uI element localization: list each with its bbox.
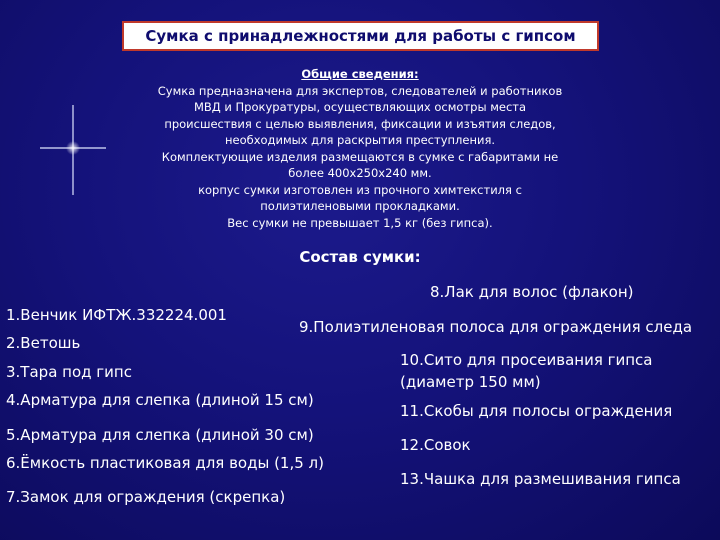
list-item: 2.Ветошь xyxy=(6,334,81,352)
info-line: полиэтиленовыми прокладками. xyxy=(260,199,460,213)
info-line: Комплектующие изделия размещаются в сумке с габаритами не xyxy=(161,149,559,164)
info-line: Вес сумки не превышает 1,5 кг (без гипса). xyxy=(227,215,493,230)
list-item: 8.Лак для волос (флакон) xyxy=(430,283,634,301)
list-item: 11.Скобы для полосы ограждения xyxy=(400,402,673,420)
list-item: 10.Сито для просеивания гипса xyxy=(400,351,653,369)
info-line: более 400х250х240 мм. xyxy=(288,166,432,180)
info-line: Сумка предназначена для экспертов, следователей и работников xyxy=(157,83,563,98)
general-info xyxy=(140,66,580,231)
sparkle-icon xyxy=(40,105,106,195)
composition-heading: Состав сумки: xyxy=(299,248,421,266)
info-line: корпус сумки изготовлен из прочного химтекстиля с xyxy=(198,182,522,197)
info-line: необходимых для раскрытия преступления. xyxy=(224,133,496,147)
list-item: 3.Тара под гипс xyxy=(6,363,132,381)
list-item: 5.Арматура для слепка (длиной 30 см) xyxy=(6,426,314,444)
slide-title: Сумка с принадлежностями для работы с гипсом xyxy=(122,21,599,51)
list-item: 12.Совок xyxy=(400,436,471,454)
list-item: 13.Чашка для размешивания гипса xyxy=(400,470,681,488)
info-line: МВД и Прокуратуры, осуществляющих осмотры места xyxy=(193,100,527,114)
list-item: 9.Полиэтиленовая полоса для ограждения следа xyxy=(299,318,693,336)
list-item: 1.Венчик ИФТЖ.332224.001 xyxy=(6,306,227,324)
list-item: 6.Ёмкость пластиковая для воды (1,5 л) xyxy=(6,454,324,472)
info-line: происшествия с целью выявления, фиксации и изъятия следов, xyxy=(164,116,556,131)
list-item: 4.Арматура для слепка (длиной 15 см) xyxy=(6,391,314,409)
list-item: 7.Замок для ограждения (скрепка) xyxy=(6,488,286,506)
list-item: (диаметр 150 мм) xyxy=(400,373,541,391)
info-heading: Общие сведения: xyxy=(301,67,419,81)
